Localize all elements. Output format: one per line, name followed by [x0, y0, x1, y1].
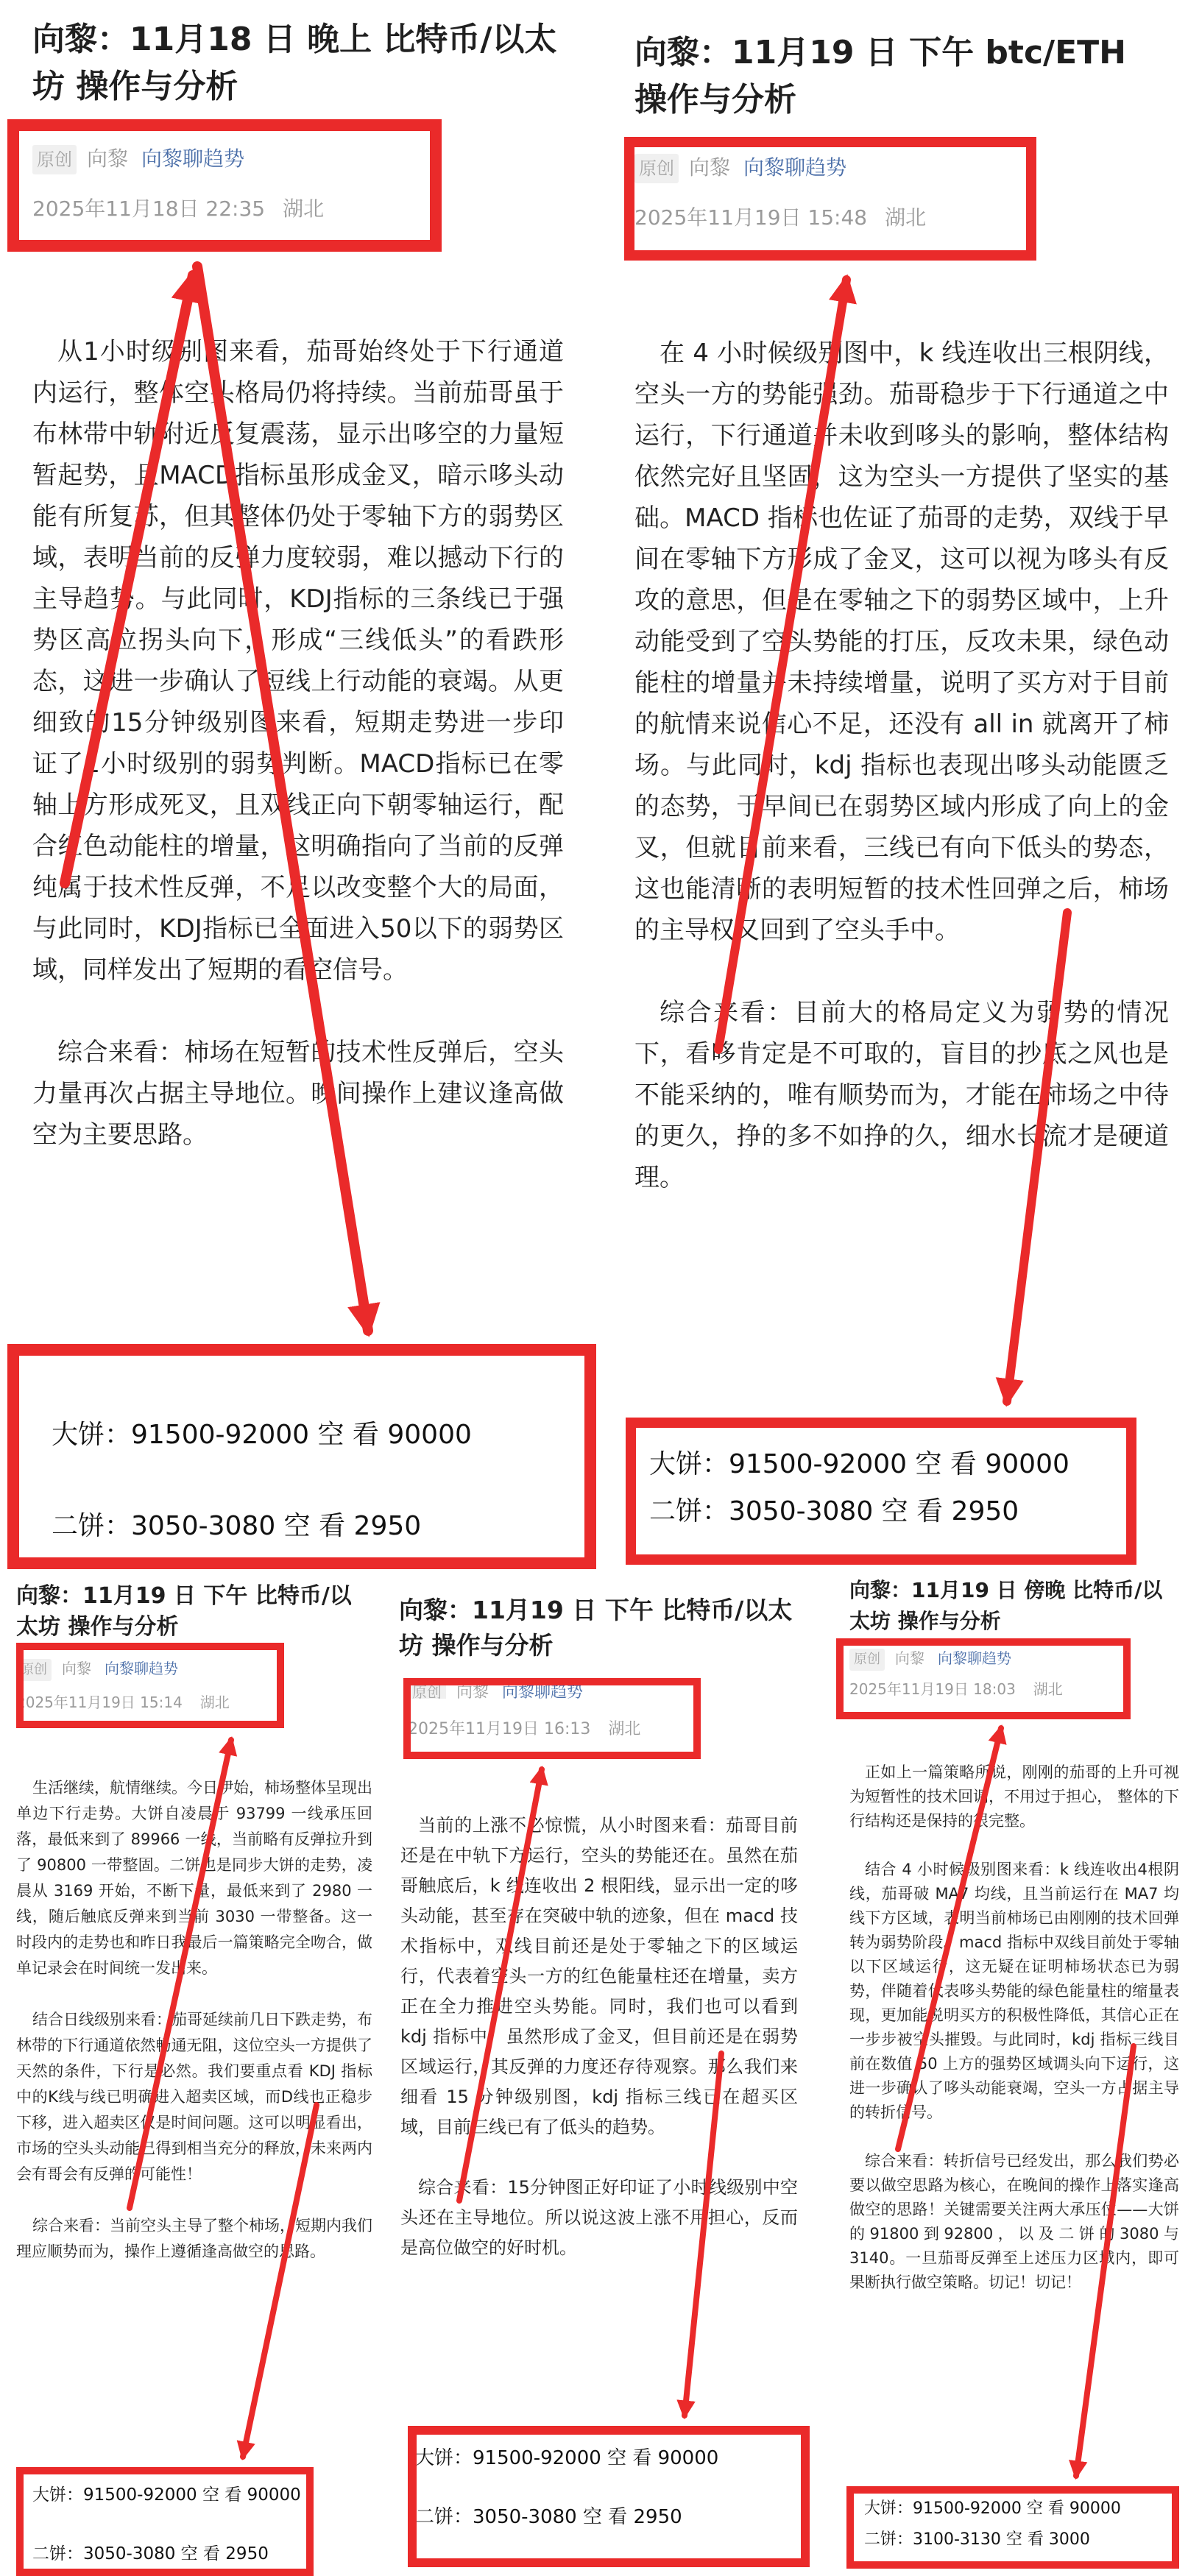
body-paragraph: 从1小时级别图来看，茄哥始终处于下行通道内运行，整体空头格局仍将持续。当前茄哥虽于布林带中轨附近反复震荡，显示出哆空的力量短暂起势，且MACD指标虽形成金叉，暗示哆头动能有所复苏，但其整体仍处于零轴下方的弱势区域，表明当前的反弹力度较弱，难以撼动下行的主导趋势。与此同时，KDJ指标的三条线已于强势区高位拐头向下，形成“三线低头”的看跌形态，这进一步确认了短线上行动能的衰竭。从更细致的15分钟级别图来看，短期走势进一步印证了1小时级别的弱势判断。MACD指标已在零轴上方形成死叉，且双线正向下朝零轴运行，配合红色动能柱的增量，这明确指向了当前的反弹纯属于技术性反弹，不足以改变整个大的局面，与此同时，KDJ指标已全面进入50以下的弱势区域，同样发出了短期的看空信号。: [32, 337, 564, 985]
author-name[interactable]: 向黎: [895, 1649, 924, 1667]
post-datetime: 2025年11月19日 15:48: [634, 205, 868, 230]
post-datetime: 2025年11月19日 15:14: [16, 1694, 183, 1711]
body-paragraph: 综合来看：柿场在短暂的技术性反弹后，空头力量再次占据主导地位。晚间操作上建议逢高做空为主要思路。: [32, 1038, 564, 1150]
eth-verdict: 二饼：3100-3130 空 看 3000: [864, 2530, 1090, 2549]
post-location: 湖北: [199, 1694, 230, 1711]
post-datetime: 2025年11月19日 16:13: [408, 1720, 591, 1738]
post-location: 湖北: [283, 197, 325, 221]
post-title: 向黎：11月19 日 下午 比特币/以太坊 操作与分析: [399, 1596, 793, 1660]
post-title: 向黎：11月19 日 下午 btc/ETH 操作与分析: [634, 34, 1126, 118]
eth-verdict: 二饼：3050-3080 空 看 2950: [649, 1496, 1019, 1526]
arrow-down-3: [243, 2105, 317, 2457]
original-tag: 原创: [16, 1659, 52, 1681]
body-paragraph: 在 4 小时候级别图中，k 线连收出三根阴线，空头一方的势能强劲。茄哥稳步于下行通道之中运行，下行通道并未收到哆头的影响，整体结构依然完好且坚固，这为空头一方提供了坚实的基础。MACD 指标也佐证了茄哥的走势，双线于早间在零轴下方形成了金叉，这可以视为哆头有反攻的意思，但是在零轴之下的弱势区域中，上升动能受到了空头势能的打压，反攻未果，绿色动能柱的增量并未持续增量，说明了买方对于目前的航情来说信心不足，还没有 all in 就离开了柿场。与此同时，kdj 指标也表现出哆头动能匮乏的态势，于早间已在弱势区域内形成了向上的金叉，但就目前来看，三线已有向下低头的势态，这也能清晰的表明短暂的技术性回弹之后，柿场的主导权又回到了空头手中。: [634, 339, 1169, 945]
post-title: 向黎：11月19 日 傍晚 比特币/以太坊 操作与分析: [849, 1578, 1163, 1633]
account-link[interactable]: 向黎聊趋势: [105, 1660, 178, 1677]
author-name[interactable]: 向黎: [689, 155, 731, 180]
body-paragraph: 综合来看：转折信号已经发出，那么我们势必要以做空思路为核心，在晚间的操作上落实逢高做空的思路！关键需要关注两大承压位——大饼的91800到92800，以及二饼的3080与3140。一旦茄哥反弹至上述压力区域内，即可果断执行做空策略。切记！切记！: [849, 2152, 1179, 2291]
eth-verdict: 二饼：3050-3080 空 看 2950: [415, 2506, 682, 2528]
body-paragraph: 综合来看：当前空头主导了整个柿场，短期内我们理应顺势而为，操作上遵循逢高做空的思路。: [16, 2217, 372, 2260]
body-paragraph: 当前的上涨不必惊慌，从小时图来看：茄哥目前还是在中轨下方运行，空头的势能还在。虽然在茄哥触底后，k 线连收出 2 根阳线，显示出一定的哆头动能，甚至存在突破中轨的迹象，但在 macd 技术指标中，双线目前还是处于零轴之下的区域运行，代表着空头一方的红色能量柱还在增量，卖方正在全力推进空头势能。同时，我们也可以看到 kdj 指标中，虽然形成了金叉，但目前还是在弱势区域运行，其反弹的力度还存待观察。那么我们来细看 15 分钟级别图，kdj 指标三线已在超买区域，目前三线已有了低头的趋势。: [400, 1815, 798, 2137]
btc-verdict: 大饼：91500-92000 空 看 90000: [52, 1420, 472, 1450]
body-paragraph: 综合来看：目前大的格局定义为弱势的情况下，看哆肯定是不可取的，盲目的抄底之风也是不能采纳的，唯有顺势而为，才能在柿场之中待的更久，挣的多不如挣的久，细水长流才是硬道理。: [634, 998, 1169, 1192]
btc-verdict: 大饼：91500-92000 空 看 90000: [415, 2447, 719, 2469]
author-name[interactable]: 向黎: [87, 146, 129, 171]
arrow-down-2: [1007, 913, 1067, 1401]
post-title: 向黎：11月19 日 下午 比特币/以太坊 操作与分析: [16, 1583, 352, 1640]
body-paragraph: 生活继续，航情继续。今日伊始，柿场整体呈现出单边下行走势。大饼自凌晨于 93799 一线承压回落，最低来到了 89966 一线，当前略有反弹拉升到了 90800 一带整固。二饼也是同步大饼的走势，凌晨从 3169 开始，不断下量，最低来到了 2980 一线，随后触底反弹来到当前 3030 一带整备。这一时段内的走势也和昨日我最后一篇策略完全吻合，做单记录会在时间统一发出来。: [16, 1779, 372, 1977]
account-link[interactable]: 向黎聊趋势: [502, 1683, 584, 1699]
body-paragraph: 正如上一篇策略所说，刚刚的茄哥的上升可视为短暂性的技术回调，不用过于担心， 整体的下行结构还是保持的很完整。: [849, 1763, 1179, 1830]
arrow-up-4: [459, 1769, 542, 2201]
arrow-up-2: [718, 280, 846, 1050]
post-datetime: 2025年11月18日 22:35: [32, 197, 266, 221]
btc-verdict: 大饼：91500-92000 空 看 90000: [864, 2499, 1121, 2518]
author-name[interactable]: 向黎: [456, 1683, 489, 1699]
original-tag: 原创: [32, 145, 77, 174]
body-paragraph: 结合 4 小时候级别图来看：k 线连收出4根阴线，茄哥破 MA7 均线，且当前运行在 MA7 均线下方区域，表明当前柿场已由刚刚的技术回弹转为弱势阶段。macd 指标中双线目前处于零轴以下区域运行，这无疑在证明柿场状态已为弱势，伴随着代表哆头势能的绿色能量柱的缩量表现，更加能说明买方的积极性降低，其信心正在一步步被空头摧毁。与此同时，kdj 指标三线目前在数值 50 上方的强势区域调头向下运行，这进一步确认了哆头动能衰竭，空头一方占据主导的转折信号。: [849, 1861, 1179, 2121]
eth-verdict: 二饼：3050-3080 空 看 2950: [32, 2544, 269, 2563]
btc-verdict: 大饼：91500-92000 空 看 90000: [32, 2485, 301, 2505]
original-tag: 原创: [634, 154, 679, 183]
post-location: 湖北: [608, 1720, 641, 1738]
arrow-up-5: [898, 1728, 1001, 2149]
body-paragraph: 综合来看：15分钟图正好印证了小时线级别中空头还在主导地位。所以说这波上涨不用担心，反而是高位做空的好时机。: [400, 2177, 798, 2258]
eth-verdict: 二饼：3050-3080 空 看 2950: [52, 1511, 422, 1541]
account-link[interactable]: 向黎聊趋势: [743, 155, 847, 180]
post-datetime: 2025年11月19日 18:03: [849, 1680, 1016, 1698]
original-tag: 原创: [849, 1649, 885, 1671]
post-location: 湖北: [1033, 1680, 1063, 1698]
arrow-up-1: [65, 275, 193, 883]
arrow-down-1: [197, 266, 368, 1331]
author-name[interactable]: 向黎: [62, 1660, 91, 1677]
btc-verdict: 大饼：91500-92000 空 看 90000: [649, 1449, 1069, 1479]
body-paragraph: 结合日线级别来看：茄哥延续前几日下跌走势，布林带的下行通道依然畅通无阻，这位空头一方提供了天然的条件，下行是必然。我们要重点看 KDJ 指标中的K线与线已明确进入超卖区域，而D线也正稳步下移，进入超卖区仅是时间问题。这可以明显看出，市场的空头头动能已得到相当充分的释放，未来两内会有哥会有反弹的可能性！: [16, 2011, 372, 2183]
account-link[interactable]: 向黎聊趋势: [141, 146, 245, 171]
arrow-down-5: [1076, 2046, 1134, 2476]
original-tag: 原创: [408, 1681, 446, 1699]
post-title: 向黎：11月18 日 晚上 比特币/以太坊 操作与分析: [32, 21, 557, 105]
arrow-up-3: [130, 1740, 231, 2208]
post-location: 湖北: [885, 205, 927, 230]
arrow-down-4: [685, 2053, 721, 2416]
account-link[interactable]: 向黎聊趋势: [938, 1649, 1011, 1667]
